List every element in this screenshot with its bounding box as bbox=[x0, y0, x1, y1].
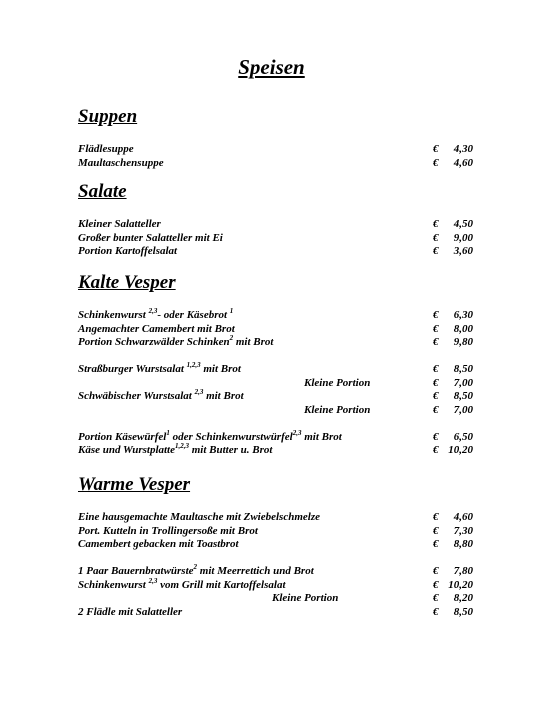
section-suppen bbox=[78, 105, 473, 170]
item-name: Maultaschensuppe bbox=[78, 156, 164, 169]
item-name: Kleine Portion bbox=[304, 403, 371, 416]
page-title: Speisen bbox=[238, 55, 305, 79]
currency-symbol: € bbox=[433, 430, 439, 443]
currency-symbol: € bbox=[433, 156, 439, 169]
currency-symbol: € bbox=[433, 538, 439, 550]
price-amount: 10,20 bbox=[448, 444, 473, 456]
allergen-note: 2 bbox=[193, 563, 198, 571]
item-name: Schwäbischer Wurstsalat $^{2,3}$ mit Brot bbox=[78, 388, 244, 402]
currency-symbol: € bbox=[433, 218, 439, 230]
price-amount: 4,60 bbox=[453, 156, 473, 169]
allergen-note: 2 bbox=[229, 334, 234, 342]
price-amount: 8,50 bbox=[453, 605, 473, 618]
price-amount: 7,00 bbox=[453, 403, 473, 416]
menu-item bbox=[78, 231, 473, 246]
price-amount: 6,50 bbox=[453, 430, 473, 443]
menu-item bbox=[78, 511, 473, 525]
allergen-note: 2,3 bbox=[292, 428, 302, 437]
menu-item bbox=[78, 334, 473, 350]
item-name: Kleine Portion bbox=[272, 592, 339, 604]
price-amount: 9,00 bbox=[453, 231, 473, 244]
allergen-note: 1 bbox=[229, 307, 234, 315]
allergen-note: 1,2,3 bbox=[175, 442, 189, 450]
menu-item bbox=[78, 524, 473, 539]
section-salate bbox=[78, 180, 473, 259]
price-amount: 6,30 bbox=[453, 309, 473, 321]
currency-symbol: € bbox=[433, 444, 439, 456]
price-amount: 7,00 bbox=[453, 376, 473, 389]
item-name: Großer bunter Salatteller mit Ei bbox=[78, 231, 223, 244]
price-amount: 10,20 bbox=[448, 578, 473, 591]
currency-symbol: € bbox=[433, 605, 439, 618]
price-amount: 8,50 bbox=[453, 390, 473, 402]
currency-symbol: € bbox=[433, 143, 439, 155]
section-kalte-vesper bbox=[78, 271, 473, 458]
section-heading: Warme Vesper bbox=[78, 474, 191, 495]
item-name: Portion Kartoffelsalat bbox=[78, 245, 178, 257]
section-warme-vesper bbox=[78, 473, 473, 619]
currency-symbol: € bbox=[433, 592, 439, 604]
menu-item bbox=[78, 388, 473, 404]
allergen-note: 1,2,3 bbox=[186, 361, 201, 369]
item-name: Angemachter Camembert mit Brot bbox=[78, 322, 235, 335]
item-name: Schinkenwurst $^{2,3}$ vom Grill mit Kartoffelsalat bbox=[78, 576, 286, 591]
price-amount: 4,50 bbox=[453, 218, 473, 230]
menu-item bbox=[78, 605, 473, 620]
menu-item bbox=[78, 428, 473, 445]
currency-symbol: € bbox=[433, 403, 439, 416]
price-amount: 7,80 bbox=[453, 565, 473, 577]
price-amount: 8,20 bbox=[453, 592, 473, 604]
menu-item bbox=[78, 361, 473, 377]
menu-item bbox=[78, 538, 473, 552]
currency-symbol: € bbox=[433, 363, 439, 375]
item-name: Käse und Wurstplatte$^{1,2,3}$ mit Butter u. Brot bbox=[78, 442, 273, 456]
price-amount: 7,30 bbox=[453, 524, 473, 537]
menu-item bbox=[78, 143, 473, 157]
currency-symbol: € bbox=[433, 231, 439, 244]
price-amount: 8,00 bbox=[453, 322, 473, 335]
menu-item bbox=[78, 403, 473, 418]
section-heading: Suppen bbox=[78, 106, 138, 127]
item-name: Portion Schwarzwälder Schinken$^2$ mit Brot bbox=[78, 334, 274, 348]
currency-symbol: € bbox=[433, 376, 439, 389]
menu-item bbox=[78, 592, 473, 606]
currency-symbol: € bbox=[433, 245, 439, 257]
price-amount: 9,80 bbox=[453, 336, 473, 348]
section-heading: Salate bbox=[78, 181, 127, 202]
currency-symbol: € bbox=[433, 322, 439, 335]
price-amount: 3,60 bbox=[453, 245, 473, 257]
spacer bbox=[78, 417, 176, 431]
price-amount: 4,30 bbox=[453, 143, 473, 155]
menu-item bbox=[78, 563, 473, 579]
currency-symbol: € bbox=[433, 309, 439, 321]
currency-symbol: € bbox=[433, 390, 439, 402]
item-name: Kleine Portion bbox=[304, 376, 371, 389]
spacer bbox=[78, 552, 190, 566]
item-name: 1 Paar Bauernbratwürste$^2$ mit Meerrettich und Brot bbox=[78, 563, 314, 577]
item-name: Eine hausgemachte Maultasche mit Zwiebelschmelze bbox=[78, 511, 320, 523]
section-heading: Kalte Vesper bbox=[78, 272, 176, 293]
currency-symbol: € bbox=[433, 336, 439, 348]
menu-item bbox=[78, 576, 473, 593]
item-name: Port. Kutteln in Trollingersoße mit Brot bbox=[78, 524, 258, 537]
price-amount: 4,60 bbox=[453, 511, 473, 523]
item-name: Portion Käsewürfel$^1$ oder Schinkenwurstwürfel$^{2,3}$ mit Brot bbox=[78, 428, 342, 443]
item-name: Camembert gebacken mit Toastbrot bbox=[78, 538, 239, 550]
allergen-note: 2,3 bbox=[148, 576, 158, 585]
menu-item bbox=[78, 218, 473, 232]
menu-item bbox=[78, 307, 473, 323]
currency-symbol: € bbox=[433, 565, 439, 577]
spacer bbox=[78, 350, 176, 364]
price-amount: 8,50 bbox=[453, 363, 473, 375]
currency-symbol: € bbox=[433, 511, 439, 523]
item-name: 2 Flädle mit Salatteller bbox=[78, 605, 183, 618]
menu-item bbox=[78, 376, 473, 391]
item-name: Flädlesuppe bbox=[78, 143, 134, 155]
allergen-note: 2,3 bbox=[194, 388, 204, 396]
currency-symbol: € bbox=[433, 524, 439, 537]
menu-item bbox=[78, 156, 473, 171]
item-name: Kleiner Salatteller bbox=[78, 218, 161, 230]
price-amount: 8,80 bbox=[453, 538, 473, 550]
menu-item bbox=[78, 442, 473, 458]
item-name: Schinkenwurst $^{2,3}$- oder Käsebrot $^1$ bbox=[78, 307, 234, 321]
allergen-note: 1 bbox=[166, 428, 170, 437]
allergen-note: 2,3 bbox=[148, 307, 158, 315]
item-name: Straßburger Wurstsalat $^{1,2,3}$ mit Brot bbox=[78, 361, 241, 375]
menu-item bbox=[78, 245, 473, 259]
menu-item bbox=[78, 322, 473, 337]
currency-symbol: € bbox=[433, 578, 439, 591]
